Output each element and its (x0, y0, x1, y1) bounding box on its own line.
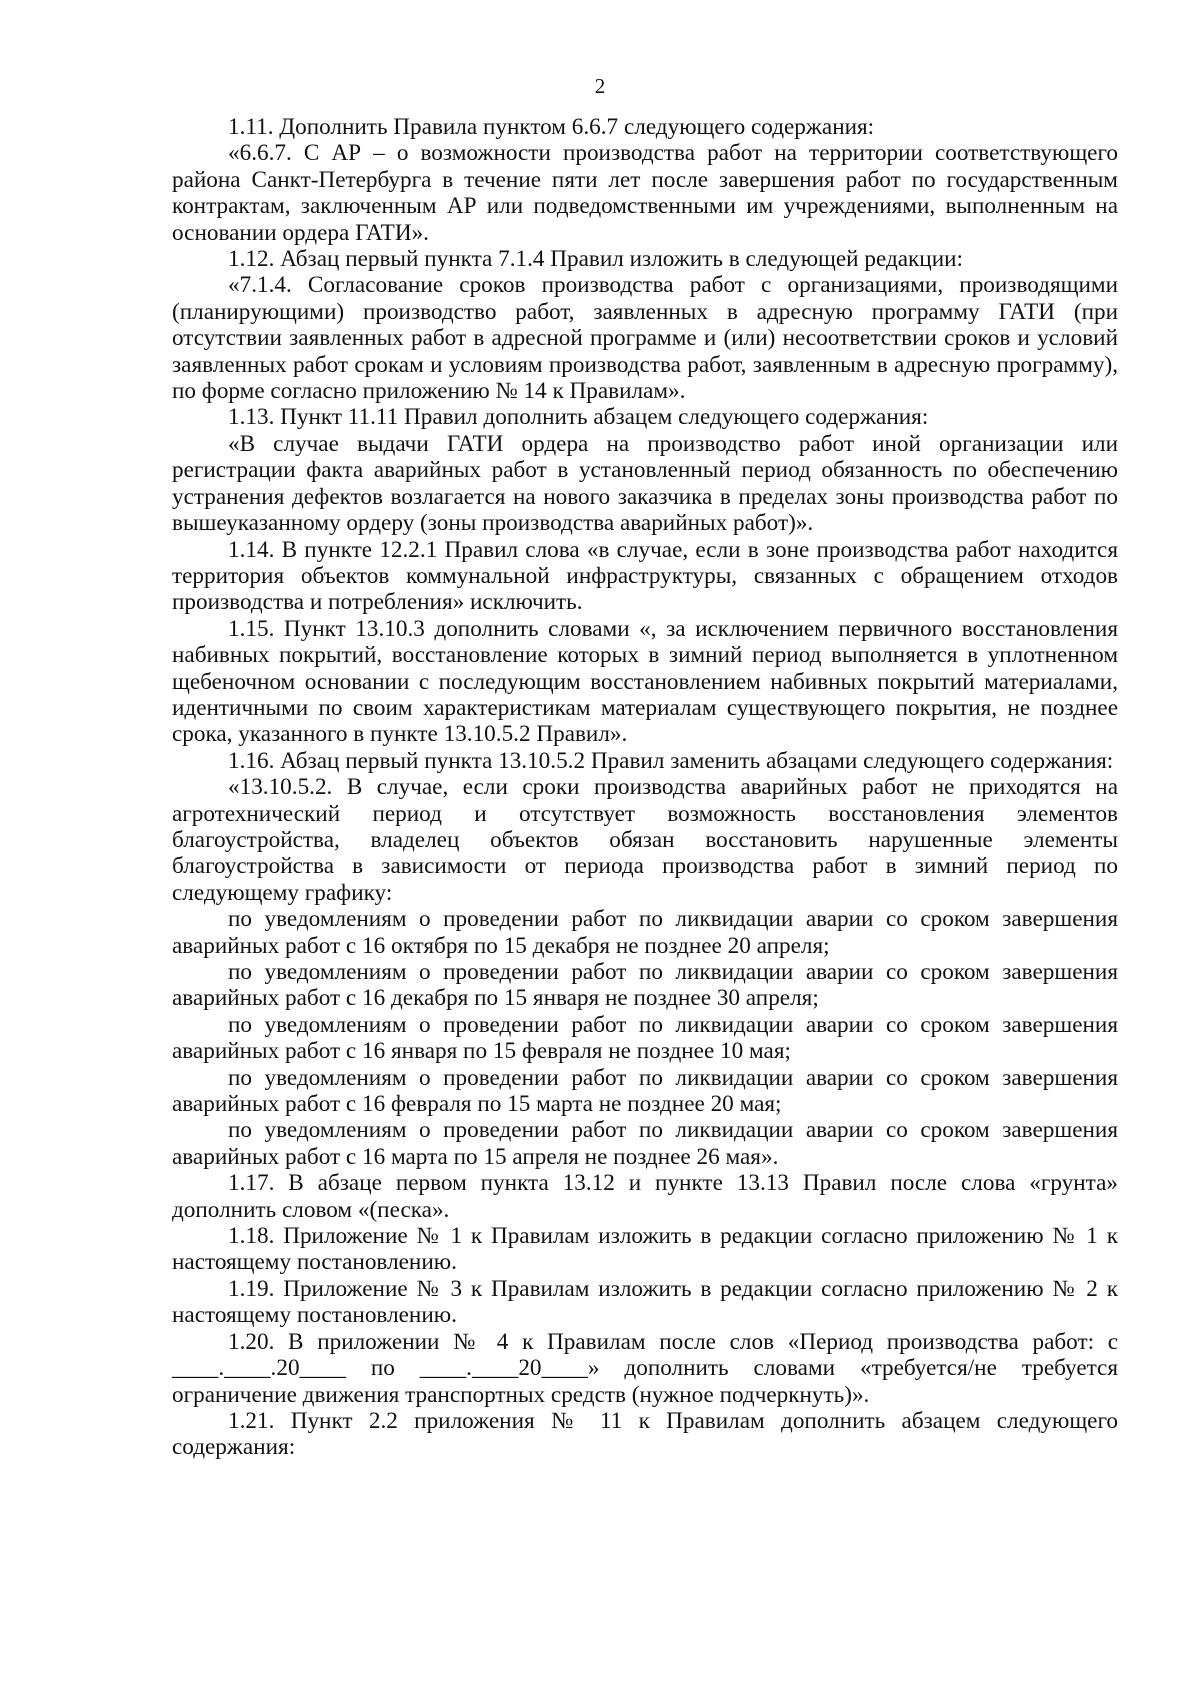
paragraph-1-16: 1.16. Абзац первый пункта 13.10.5.2 Правил заменить абзацами следующего содержания: (228, 747, 1114, 774)
paragraph-1-20: 1.20. В приложении № 4 к Правилам после слов «Период производства работ: с ____.____.20____ по ____.____20____» дополнить словами «требуется/не требуется ограничение движения транспортных средств (нужное подчеркнуть)». (172, 1328, 1118, 1408)
paragraph-1-21: 1.21. Пункт 2.2 приложения № 11 к Правилам дополнить абзацем следующего содержания: (172, 1407, 1118, 1461)
paragraph-6-6-7-text: «6.6.7. С АР – о возможности производства работ на территории соответствующего района Санкт-Петербурга в течение пяти лет после завершения работ по государственным контрактам, заключенным АР или подведомственными им учреждениями, выполненным на основании ордера ГАТИ». (172, 140, 1118, 246)
schedule-item-3: по уведомлениям о проведении работ по ликвидации аварии со сроком завершения аварийных работ с 16 января по 15 февраля не позднее 10 мая; (172, 1011, 1118, 1065)
paragraph-1-12: 1.12. Абзац первый пункта 7.1.4 Правил изложить в следующей редакции: (228, 246, 963, 273)
paragraph-11-11-text: «В случае выдачи ГАТИ ордера на производство работ иной организации или регистрации факта аварийных работ в установленный период обязанность по обеспечению устранения дефектов возлагается на нового заказчика в пределах зоны производства работ по вышеуказанному ордеру (зоны производства аварийных работ)». (172, 430, 1118, 537)
paragraph-1-17: 1.17. В абзаце первом пункта 13.12 и пункте 13.13 Правил после слова «грунта» дополнить словом «(песка». (172, 1170, 1118, 1223)
paragraph-1-11: 1.11. Дополнить Правила пунктом 6.6.7 следующего содержания: (228, 114, 875, 140)
schedule-item-2: по уведомлениям о проведении работ по ликвидации аварии со сроком завершения аварийных работ с 16 декабря по 15 января не позднее 30 апреля; (172, 959, 1118, 1012)
paragraph-13-10-5-2-text: «13.10.5.2. В случае, если сроки производства аварийных работ не приходятся на агротехнический период и отсутствует возможность восстановления элементов благоустройства, владелец объектов обязан восстановить нарушенные элементы благоустройства в зависимости от периода производства работ в зимний период по следующему графику: (172, 774, 1118, 906)
paragraph-1-19: 1.19. Приложение № 3 к Правилам изложить в редакции согласно приложению № 2 к настоящему постановлению. (172, 1275, 1118, 1329)
paragraph-1-13: 1.13. Пункт 11.11 Правил дополнить абзацем следующего содержания: (228, 404, 929, 431)
paragraph-1-18: 1.18. Приложение № 1 к Правилам изложить в редакции согласно приложению № 1 к настоящему постановлению. (172, 1223, 1118, 1276)
document-body (172, 114, 1118, 1461)
paragraph-1-14: 1.14. В пункте 12.2.1 Правил слова «в случае, если в зоне производства работ находится территория объектов коммунальной инфраструктуры, связанных с обращением отходов производства и потребления» исключить. (172, 536, 1118, 616)
page-number: 2 (594, 74, 606, 98)
paragraph-7-1-4-text: «7.1.4. Согласование сроков производства работ с организациями, производящими (планирующими) производство работ, заявленных в адресную программу ГАТИ (при отсутствии заявленных работ в адресной программе и (или) несоответствии сроков и условий заявленных работ срокам и условиям производства работ, заявленным в адресную программу), по форме согласно приложению № 14 к Правилам». (172, 272, 1118, 405)
paragraph-1-15: 1.15. Пункт 13.10.3 дополнить словами «, за исключением первичного восстановления набивных покрытий, восстановление которых в зимний период выполняется в уплотненном щебеночном основании с последующим восстановлением набивных покрытий материалами, идентичными по своим характеристикам материалам существующего покрытия, не позднее срока, указанного в пункте 13.10.5.2 Правил». (172, 615, 1118, 748)
schedule-item-4: по уведомлениям о проведении работ по ликвидации аварии со сроком завершения аварийных работ с 16 февраля по 15 марта не позднее 20 мая; (172, 1064, 1118, 1118)
schedule-item-5: по уведомлениям о проведении работ по ликвидации аварии со сроком завершения аварийных работ с 16 марта по 15 апреля не позднее 26 мая». (172, 1117, 1118, 1170)
schedule-item-1: по уведомлениям о проведении работ по ликвидации аварии со сроком завершения аварийных работ с 16 октября по 15 декабря не позднее 20 апреля; (172, 906, 1118, 959)
